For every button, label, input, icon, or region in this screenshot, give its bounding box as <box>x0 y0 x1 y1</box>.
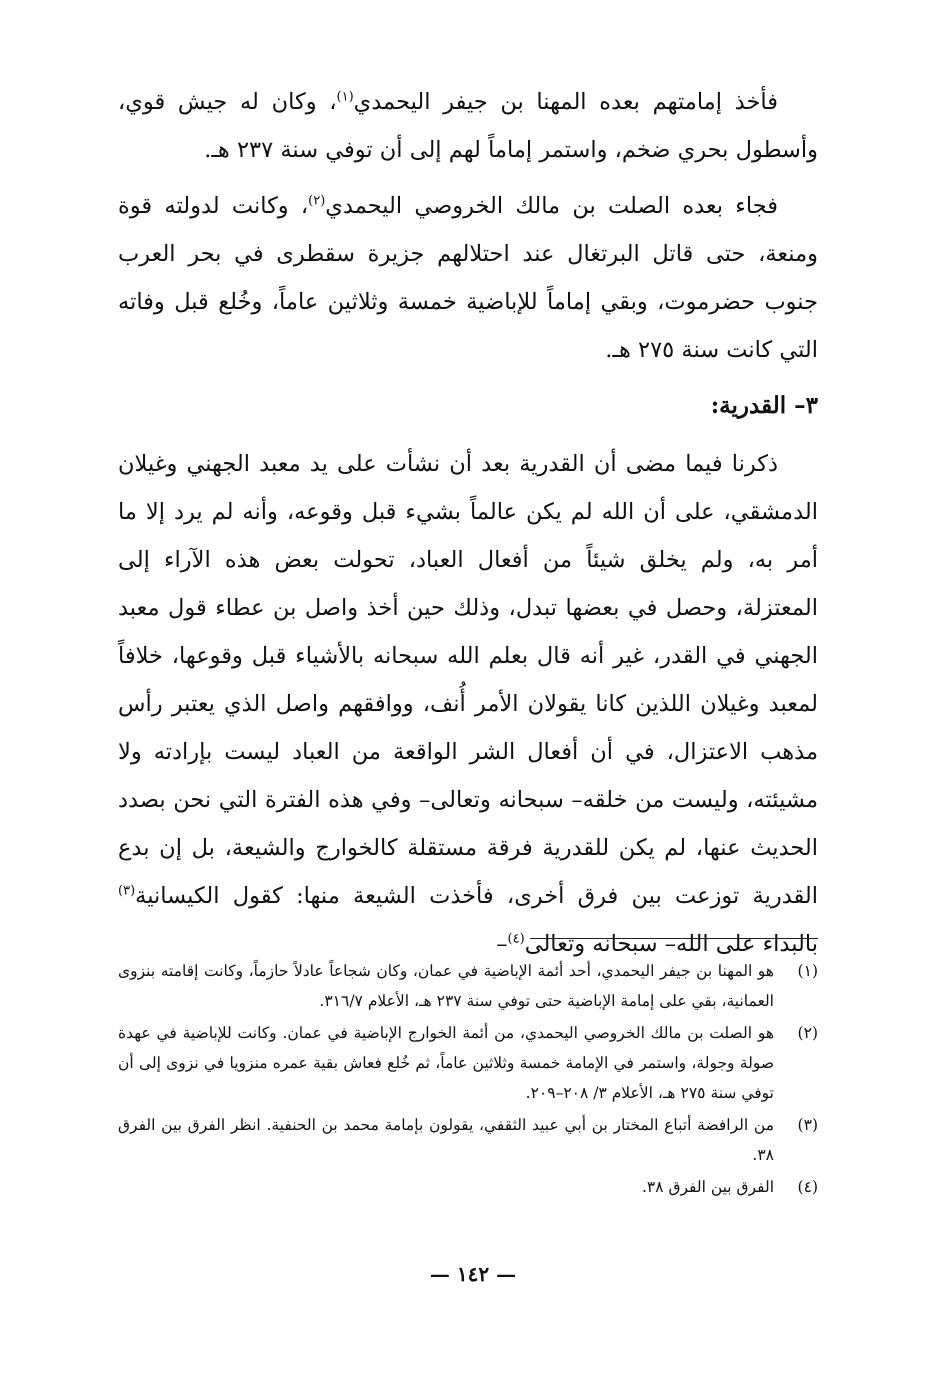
footnote-1 <box>118 956 818 1016</box>
footnote-text: الفرق بين الفرق ٣٨. <box>641 1178 774 1196</box>
footnote-reference[interactable]: (٣) <box>118 883 136 899</box>
footnote-text: هو المهنا بن جيفر اليحمدي، أحد أئمة الإباضية في عمان، وكان شجاعاً عادلاً حازماً، وكانت إقامته بنزوى العمانية، بقي على إمامة الإباضية حتى توفي سنة ٢٣٧ هـ، الأعلام ٣١٦/٧. <box>118 962 774 1010</box>
main-text <box>118 78 818 976</box>
footnote-text: من الرافضة أتباع المختار بن أبي عبيد الثقفي، يقولون بإمامة محمد بن الحنفية. انظر الفرق بين الفرق ٣٨. <box>118 1116 774 1164</box>
footnote-number: (١) <box>797 962 818 980</box>
footnote-3 <box>118 1110 818 1170</box>
paragraph-text: بالبداء على الله– سبحانه وتعالى <box>524 931 818 957</box>
footnote-reference[interactable]: (٢) <box>308 193 326 209</box>
paragraph-text: فجاء بعده الصلت بن مالك الخروصي اليحمدي <box>325 193 778 219</box>
paragraph-text: – <box>496 931 508 957</box>
footnote-reference[interactable]: (٤) <box>507 931 525 947</box>
footnote-text: هو الصلت بن مالك الخروصي اليحمدي، من أئمة الخوارج الإباضية في عمان. وكانت للإباضية في عهدة صولة وجولة، واستمر في الإمامة خمسة وثلاثين عاماً، ثم خُلع فعاش بقية عمره منزويا في نزوى إلى أن توفي سنة ٢٧٥ هـ، الأعلام ٣/ ٢٠٨–٢٠٩. <box>118 1024 774 1102</box>
paragraph-text: ذكرنا فيما مضى أن القدرية بعد أن نشأت على يد معبد الجهني وغيلان الدمشقي، على أن الله لم يكن عالماً بشيء قبل وقوعه، وأنه لم يرد إلا ما أمر به، ولم يخلق شيئاً من أفعال العباد، تحولت بعض هذه الآراء إلى المعتزلة، وحصل في بعضها تبدل، وذلك حين أخذ واصل بن عطاء قول معبد الجهني في القدر، غير أنه قال بعلم الله سبحانه بالأشياء قبل وقوعها، خلافاً لمعبد وغيلان اللذين كانا يقولان الأمر أُنف، ووافقهم واصل الذي يعتبر رأس مذهب الاعتزال، في أن أفعال الشر الواقعة من العباد ليست بإرادته ولا مشيئته، وليست من خلقه– سبحانه وتعالى– وفي هذه الفترة التي نحن بصدد الحديث عنها، لم يكن للقدرية فرقة مستقلة كالخوارج والشيعة، بل إن بدع القدرية توزعت بين فرق أخرى، فأخذت الشيعة منها: كقول الكيسانية <box>118 451 818 909</box>
footnote-number: (٤) <box>797 1178 818 1196</box>
paragraph-text: فأخذ إمامتهم بعده المهنا بن جيفر اليحمدي <box>353 89 778 115</box>
paragraph-alsalt <box>118 182 818 374</box>
footnote-divider <box>530 938 818 939</box>
footnote-number: (٣) <box>797 1116 818 1134</box>
paragraph-almuhanna <box>118 78 818 174</box>
footnotes-section <box>118 956 818 1204</box>
footnote-number: (٢) <box>797 1024 818 1042</box>
footnote-reference[interactable]: (١) <box>336 89 354 105</box>
section-heading: ٣– القدرية: <box>710 392 818 419</box>
paragraph-qadariyya <box>118 440 818 968</box>
paragraph-text: ، وكانت لدولته قوة ومنعة، حتى قاتل البرتغال عند احتلالهم جزيرة سقطرى في بحر العرب جنوب حضرموت، وبقي إماماً للإباضية خمسة وثلاثين عاماً، وخُلع قبل وفاته التي كانت سنة ٢٧٥ هـ. <box>118 193 818 363</box>
paragraph-text: ، وكان له جيش قوي، وأسطول بحري ضخم، واستمر إماماً لهم إلى أن توفي سنة ٢٣٧ هـ. <box>118 89 818 163</box>
footnote-2 <box>118 1018 818 1108</box>
page-number: — ١٤٢ — <box>429 1262 517 1286</box>
footnote-4 <box>118 1172 818 1202</box>
